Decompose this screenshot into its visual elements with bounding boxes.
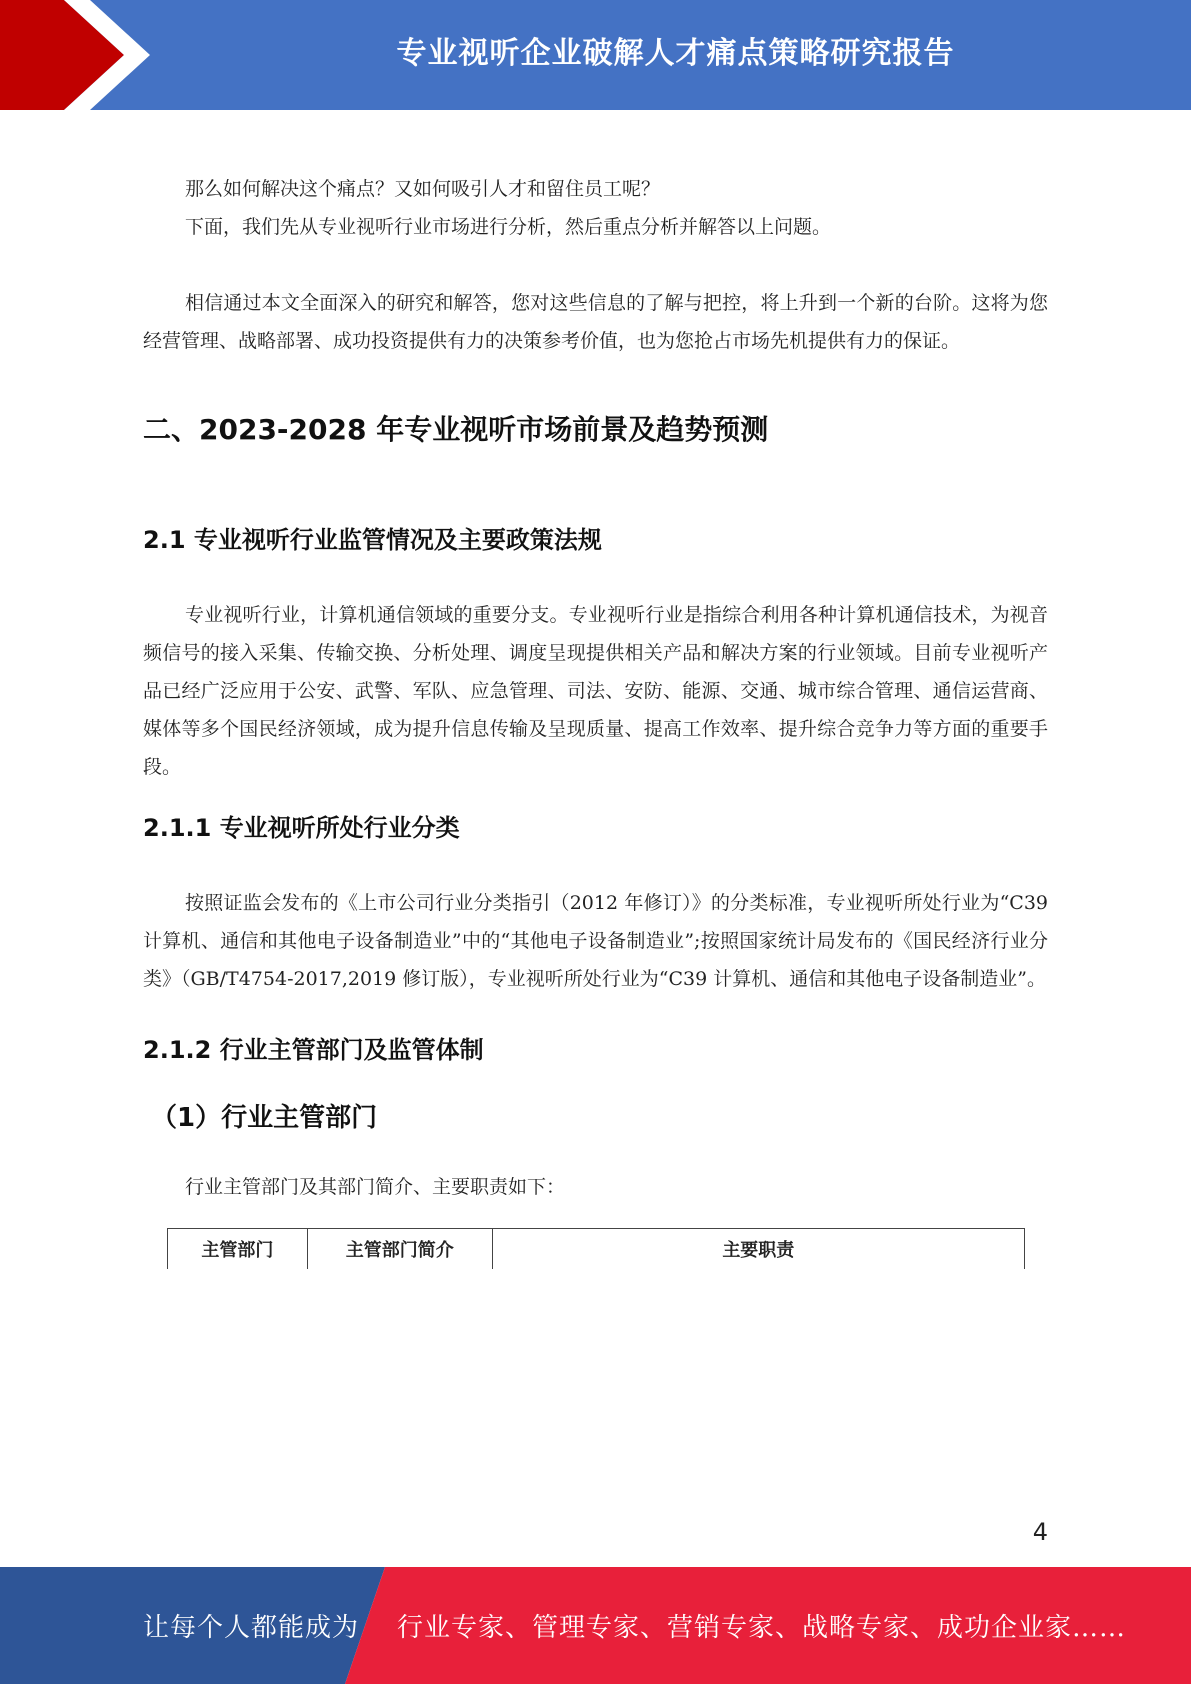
footer-slogan-left: 让每个人都能成为 — [143, 1613, 360, 1643]
sub-subsection-heading: （1）行业主管部门 — [151, 1103, 378, 1133]
table-header-row — [168, 1229, 1025, 1270]
subsection-heading: 2.1.1 专业视听所处行业分类 — [143, 814, 460, 842]
page-content — [143, 170, 1048, 1269]
table-header-cell: 主要职责 — [492, 1229, 1024, 1270]
page-footer — [0, 1567, 1191, 1684]
paragraph: 行业主管部门及其部门简介、主要职责如下： — [185, 1176, 566, 1198]
paragraph: 那么如何解决这个痛点？又如何吸引人才和留住员工呢？ — [185, 178, 661, 200]
page-number: 4 — [1032, 1518, 1048, 1546]
table-header-cell: 主管部门 — [168, 1229, 308, 1270]
subsection-heading: 2.1 专业视听行业监管情况及主要政策法规 — [143, 526, 602, 554]
paragraph: 相信通过本文全面深入的研究和解答，您对这些信息的了解与把控，将上升到一个新的台阶。这将为您经营管理、战略部署、成功投资提供有力的决策参考价值，也为您抢占市场先机提供有力的保证。 — [143, 292, 1048, 352]
subsection-heading: 2.1.2 行业主管部门及监管体制 — [143, 1036, 484, 1064]
footer-slogan-right: 行业专家、管理专家、营销专家、战略专家、成功企业家…… — [397, 1613, 1127, 1643]
paragraph: 下面，我们先从专业视听行业市场进行分析，然后重点分析并解答以上问题。 — [185, 216, 832, 238]
paragraph: 按照证监会发布的《上市公司行业分类指引（2012 年修订）》的分类标准，专业视听所处行业为“C39 计算机、通信和其他电子设备制造业”中的“其他电子设备制造业”;按照国家统计局发布的《国民经济行业分类》（GB/T4754-2017,2019 修订版），专业视听所处行业为“C39 计算机、通信和其他电子设备制造业”。 — [143, 892, 1048, 990]
paragraph: 专业视听行业，计算机通信领域的重要分支。专业视听行业是指综合利用各种计算机通信技术，为视音频信号的接入采集、传输交换、分析处理、调度呈现提供相关产品和解决方案的行业领域。目前专业视听产品已经广泛应用于公安、武警、军队、应急管理、司法、安防、能源、交通、城市综合管理、通信运营商、媒体等多个国民经济领域，成为提升信息传输及呈现质量、提高工作效率、提升综合竞争力等方面的重要手段。 — [143, 604, 1048, 778]
table — [167, 1228, 1025, 1269]
header-arrow-decoration — [0, 0, 160, 110]
table-header-cell: 主管部门简介 — [307, 1229, 492, 1270]
page-header — [0, 0, 1191, 110]
header-title: 专业视听企业破解人才痛点策略研究报告 — [396, 36, 955, 71]
section-heading: 二、2023-2028 年专业视听市场前景及趋势预测 — [143, 413, 769, 446]
